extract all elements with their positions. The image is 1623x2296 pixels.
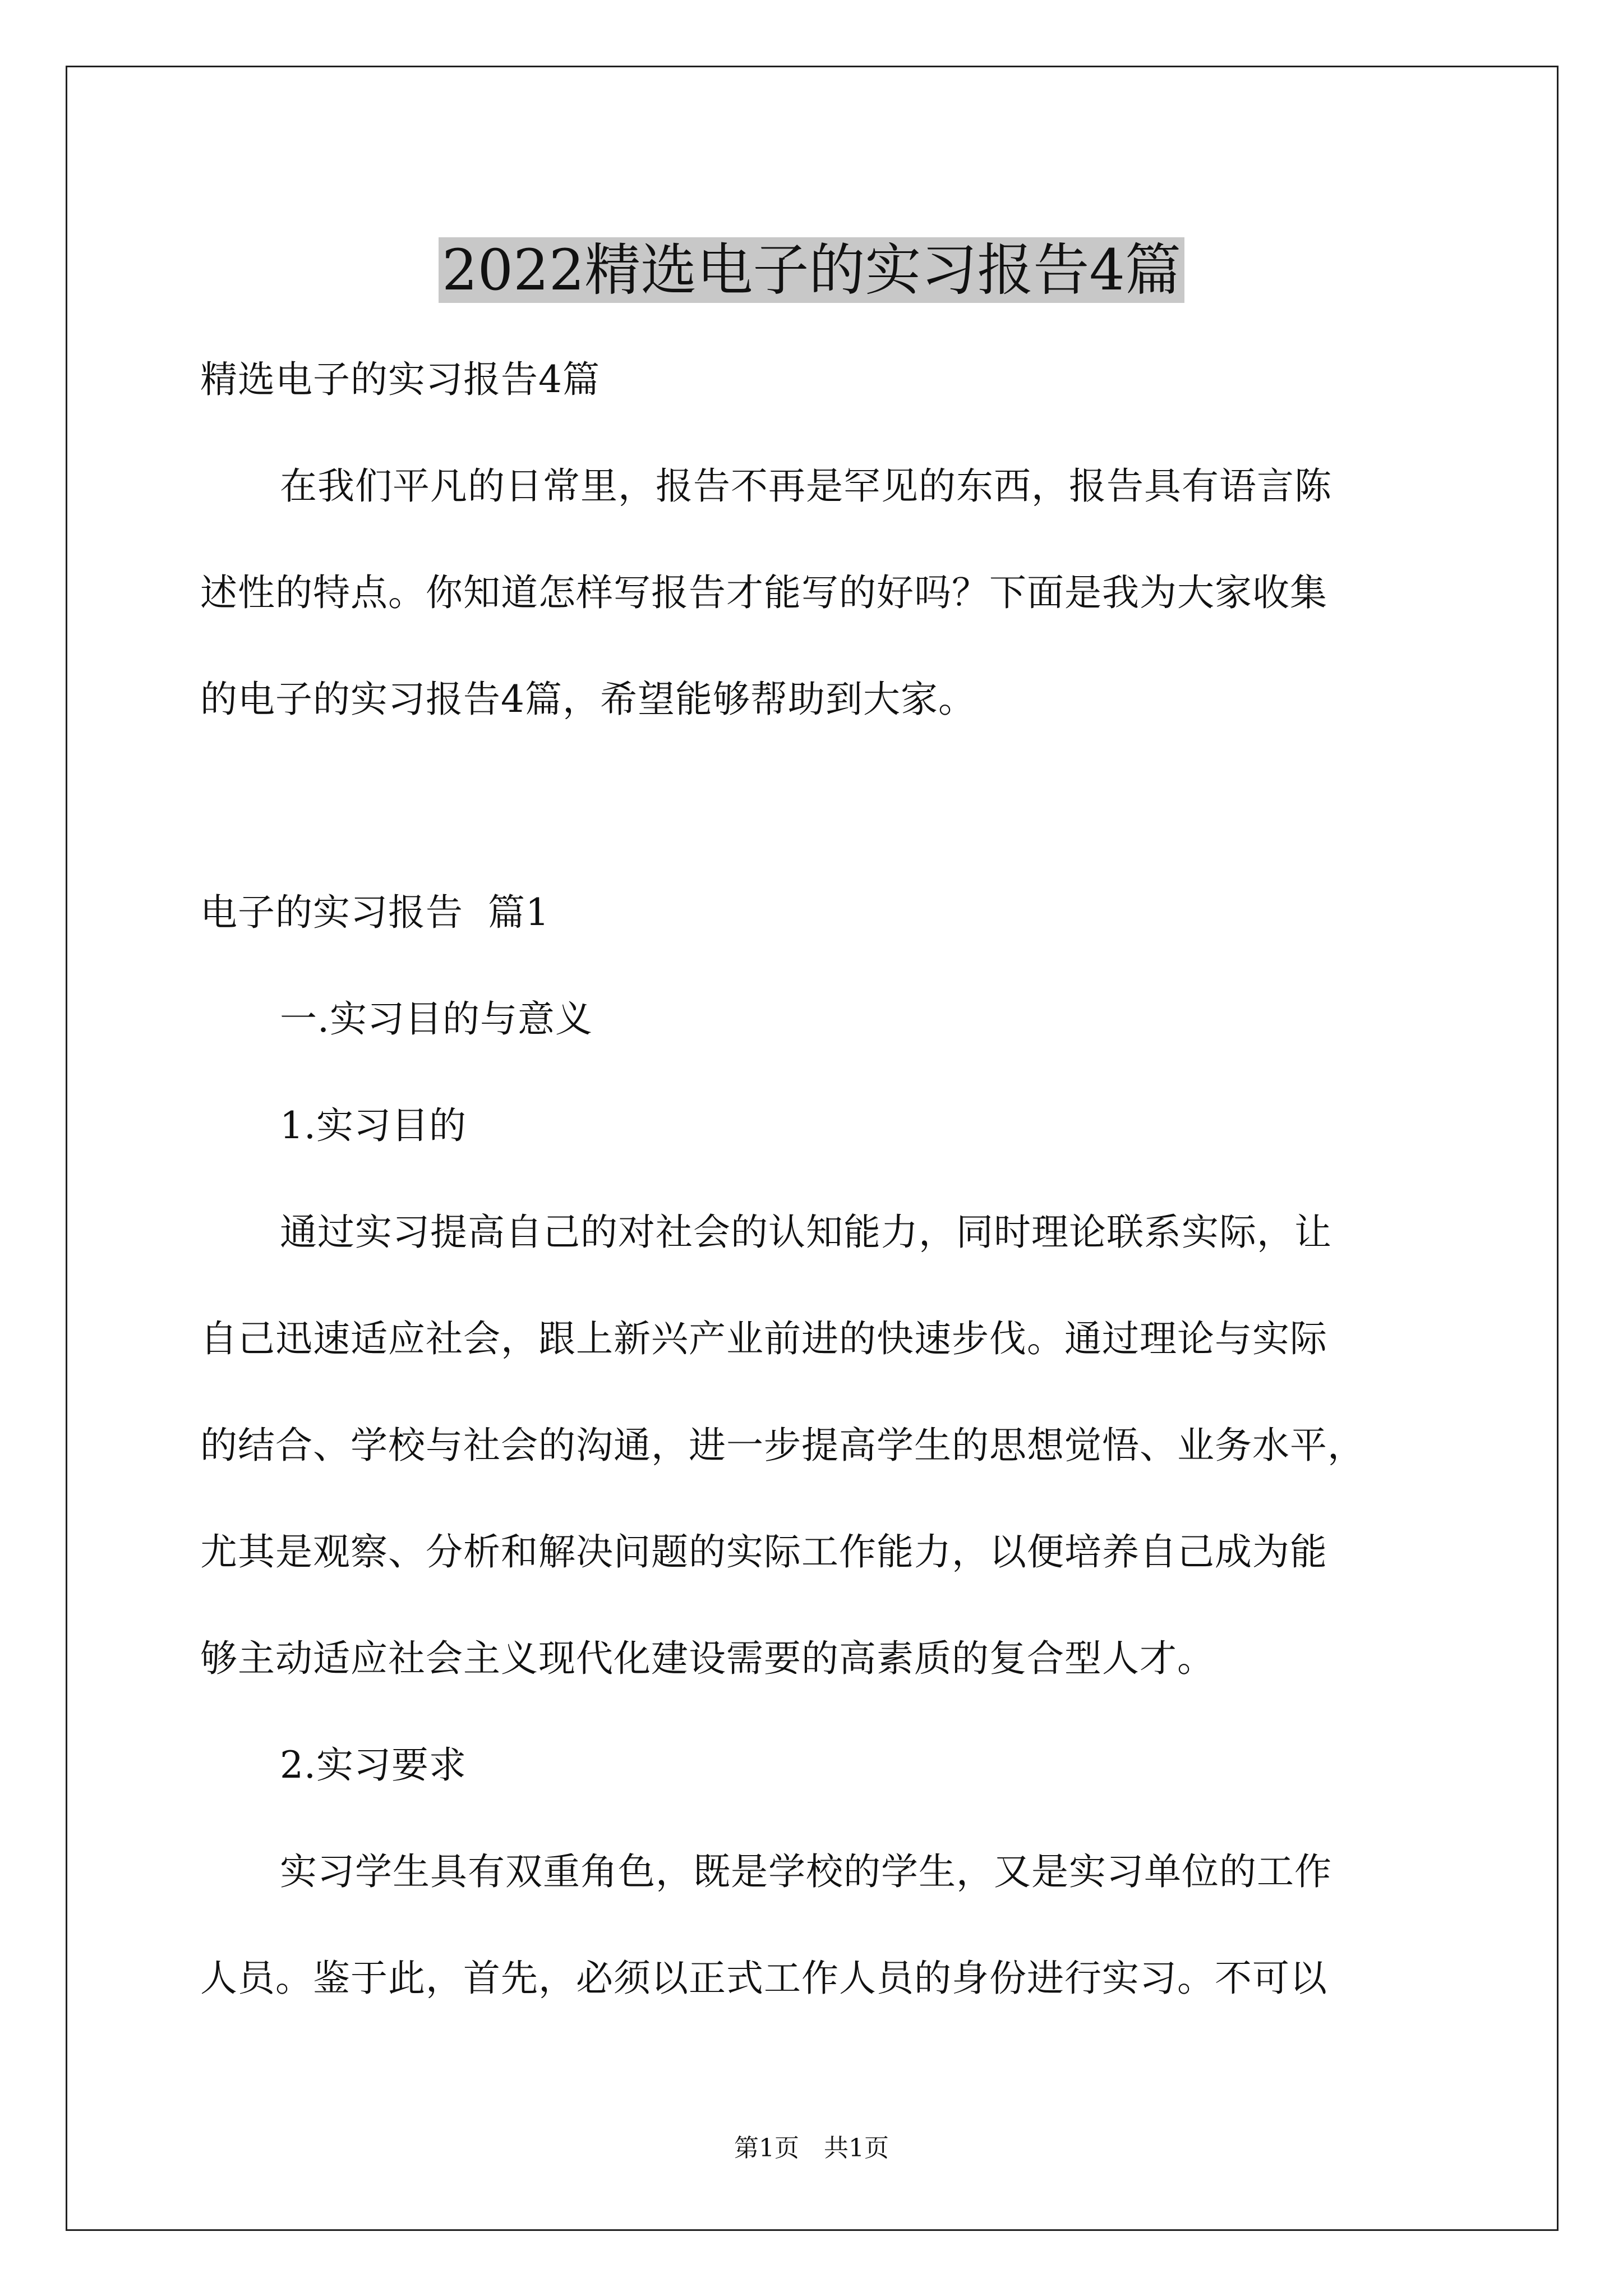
item1-heading: 1.实习目的 — [280, 1104, 467, 1147]
item1-line-1: 通过实习提高自己的对社会的认知能力，同时理论联系实际，让 — [280, 1211, 1332, 1254]
page-number-total: 共1页 — [824, 2134, 889, 2162]
intro-line-1: 在我们平凡的日常里，报告不再是罕见的东西，报告具有语言陈 — [280, 464, 1332, 508]
item2-line-1: 实习学生具有双重角色，既是学校的学生，又是实习单位的工作 — [280, 1850, 1332, 1893]
item1-line-3: 的结合、学校与社会的沟通，进一步提高学生的思想觉悟、业务水平， — [200, 1424, 1365, 1467]
intro-line-3: 的电子的实习报告4篇，希望能够帮助到大家。 — [200, 678, 976, 721]
document-subtitle: 精选电子的实习报告4篇 — [200, 358, 600, 401]
item2-line-2: 人员。鉴于此，首先，必须以正式工作人员的身份进行实习。不可以 — [200, 1957, 1327, 2000]
page-footer — [0, 2132, 1623, 2165]
section-heading: 电子的实习报告 篇1 — [200, 891, 550, 934]
document-title-text: 2022精选电子的实习报告4篇 — [439, 237, 1184, 303]
item1-line-2: 自己迅速适应社会，跟上新兴产业前进的快速步伐。通过理论与实际 — [200, 1317, 1327, 1360]
item2-heading: 2.实习要求 — [280, 1743, 467, 1787]
item1-line-5: 够主动适应社会主义现代化建设需要的高素质的复合型人才。 — [200, 1637, 1215, 1680]
part-heading: 一.实习目的与意义 — [280, 997, 593, 1041]
document-title — [0, 231, 1623, 310]
page-number-current: 第1页 — [734, 2134, 799, 2162]
intro-line-2: 述性的特点。你知道怎样写报告才能写的好吗？下面是我为大家收集 — [200, 571, 1327, 614]
item1-line-4: 尤其是观察、分析和解决问题的实际工作能力，以便培养自己成为能 — [200, 1530, 1327, 1573]
